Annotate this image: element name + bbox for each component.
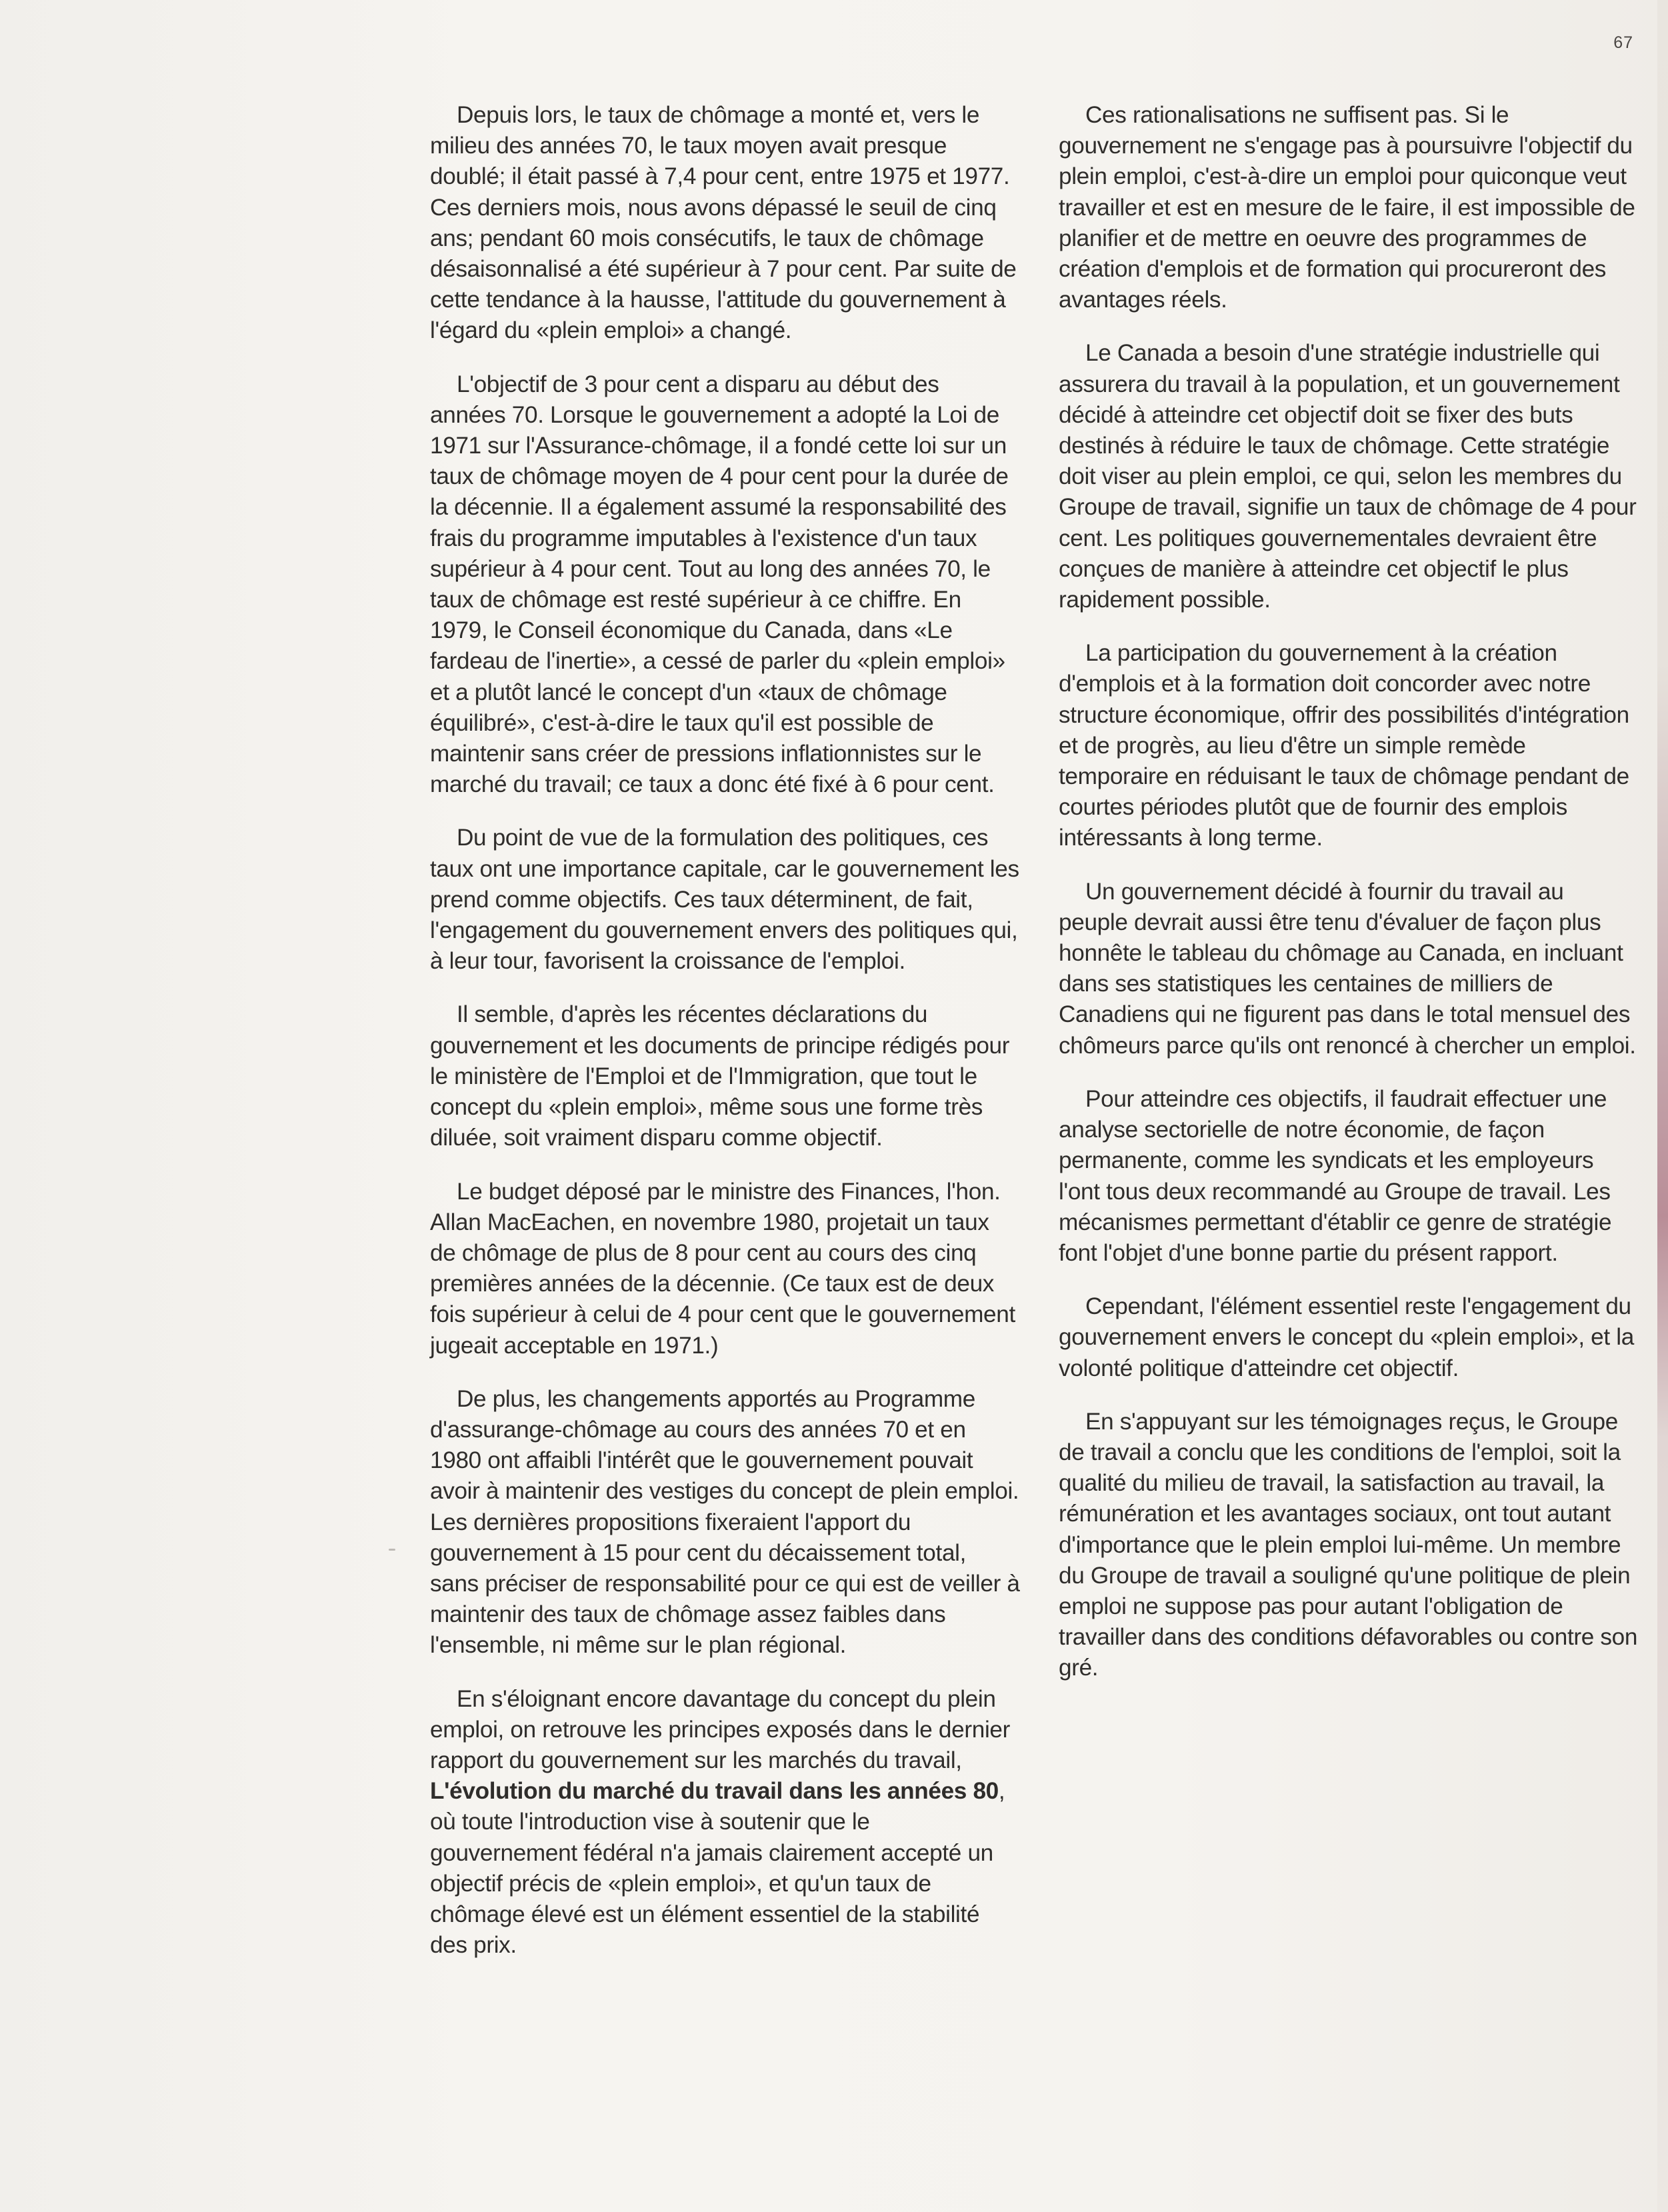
paragraph: Ces rationalisations ne suffisent pas. Si le gouvernement ne s'engage pas à poursuivre l'objectif du plein emploi, c'est-à-dire un emploi pour quiconque veut travailler et est en mesure de le faire, il est impossible de planifier et de mettre en oeuvre des programmes de création d'emplois et de formation qui procureront des avantages réels. <box>1059 102 1635 313</box>
paragraph <box>430 1684 1020 1961</box>
report-title: L'évolution du marché du travail dans les années 80 <box>430 1778 999 1805</box>
paragraph: Le budget déposé par le ministre des Finances, l'hon. Allan MacEachen, en novembre 1980, projetait un taux de chômage de plus de 8 pour cent au cours des cinq premières années de la décennie. (Ce taux est de deux fois supérieur à celui de 4 pour cent que le gouvernement jugeait acceptable en 1971.) <box>430 1178 1015 1359</box>
paragraph: La participation du gouvernement à la création d'emplois et à la formation doit concorder avec notre structure économique, offrir des possibilités d'intégration et de progrès, au lieu d'être un simple remède temporaire en réduisant le taux de chômage pendant de courtes périodes plutôt que de fournir des emplois intéressants à long terme. <box>1059 640 1629 851</box>
paragraph-text: En s'éloignant encore davantage du concept du plein emploi, on retrouve les principes exposés dans le dernier rapport du gouvernement sur les marchés du travail, <box>430 1685 1010 1773</box>
paragraph: Cependant, l'élément essentiel reste l'engagement du gouvernement envers le concept du «plein emploi», et la volonté politique d'atteindre cet objectif. <box>1059 1293 1634 1381</box>
paragraph: Le Canada a besoin d'une stratégie industrielle qui assurera du travail à la population, et un gouvernement décidé à atteindre cet objectif doit se fixer des buts destinés à réduire le taux de chômage. Cette stratégie doit viser au plein emploi, ce qui, selon les membres du Groupe de travail, signifie un taux de chômage de 4 pour cent. Les politiques gouvernementales devraient être conçues de manière à atteindre cet objectif le plus rapidement possible. <box>1059 340 1637 613</box>
paragraph-text: , où toute l'introduction vise à soutenir que le gouvernement fédéral n'a jamais clairement accepté un objectif précis de «plein emploi», et qu'un taux de chômage élevé est un élément essentiel de la stabilité des prix. <box>430 1778 1005 1959</box>
paragraph: Pour atteindre ces objectifs, il faudrait effectuer une analyse sectorielle de notre économie, de façon permanente, comme les syndicats et les employeurs l'ont tous deux recommandé au Groupe de travail. Les mécanismes permettant d'établir ce genre de stratégie font l'objet d'une bonne partie du présent rapport. <box>1059 1085 1612 1266</box>
paragraph: Il semble, d'après les récentes déclarations du gouvernement et les documents de principe rédigés pour le ministère de l'Emploi et de l'Immigration, que tout le concept du «plein emploi», même sous une forme très diluée, soit vraiment disparu comme objectif. <box>430 1001 1010 1151</box>
paragraph: Depuis lors, le taux de chômage a monté et, vers le milieu des années 70, le taux moyen avait presque doublé; il était passé à 7,4 pour cent, entre 1975 et 1977. Ces derniers mois, nous avons dépassé le seuil de cinq ans; pendant 60 mois consécutifs, le taux de chômage désaisonnalisé a été supérieur à 7 pour cent. Par suite de cette tendance à la hausse, l'attitude du gouvernement à l'égard du «plein emploi» a changé. <box>430 102 1017 344</box>
paragraph: L'objectif de 3 pour cent a disparu au début des années 70. Lorsque le gouvernement a adopté la Loi de 1971 sur l'Assurance-chômage, il a fondé cette loi sur un taux de chômage moyen de 4 pour cent pour la durée de la décennie. Il a également assumé la responsabilité des frais du programme imputables à l'existence d'un taux supérieur à 4 pour cent. Tout au long des années 70, le taux de chômage est resté supérieur à ce chiffre. En 1979, le Conseil économique du Canada, dans «Le fardeau de l'inertie», a cessé de parler du «plein emploi» et a plutôt lancé le concept d'un «taux de chômage équilibré», c'est-à-dire le taux qu'il est possible de maintenir sans créer de pressions inflationnistes sur le marché du travail; ce taux a donc été fixé à 6 pour cent. <box>430 371 1009 798</box>
right-column <box>1059 100 1639 1707</box>
paragraph: En s'appuyant sur les témoignages reçus, le Groupe de travail a conclu que les conditions de l'emploi, soit la qualité du milieu de travail, la satisfaction au travail, la rémunération et les avantages sociaux, ont tout autant d'importance que le plein emploi lui-même. Un membre du Groupe de travail a souligné qu'une politique de plein emploi ne suppose pas pour autant l'obligation de travailler dans des conditions défavorables ou contre son gré. <box>1059 1408 1638 1681</box>
paragraph: Un gouvernement décidé à fournir du travail au peuple devrait aussi être tenu d'évaluer de façon plus honnête le tableau du chômage au Canada, en incluant dans ses statistiques les centaines de milliers de Canadiens qui ne figurent pas dans le total mensuel des chômeurs parce qu'ils ont renoncé à chercher un emploi. <box>1059 878 1636 1059</box>
paragraph: De plus, les changements apportés au Programme d'assurange-chômage au cours des années 70 et en 1980 ont affaibli l'intérêt que le gouvernement pouvait avoir à maintenir des vestiges du concept de plein emploi. Les dernières propositions fixeraient l'apport du gouvernement à 15 pour cent du décaissement total, sans préciser de responsabilité pour ce qui est de veiller à maintenir des taux de chômage assez faibles dans l'ensemble, ni même sur le plan régional. <box>430 1385 1020 1659</box>
scan-speck <box>389 1549 395 1551</box>
paragraph: Du point de vue de la formulation des politiques, ces taux ont une importance capitale, car le gouvernement les prend comme objectifs. Ces taux déterminent, de fait, l'engagement du gouvernement envers des politiques qui, à leur tour, favorisent la croissance de l'emploi. <box>430 825 1019 975</box>
left-column <box>430 100 1020 1983</box>
page-edge <box>1657 0 1668 2212</box>
page-number: 67 <box>1613 33 1633 52</box>
